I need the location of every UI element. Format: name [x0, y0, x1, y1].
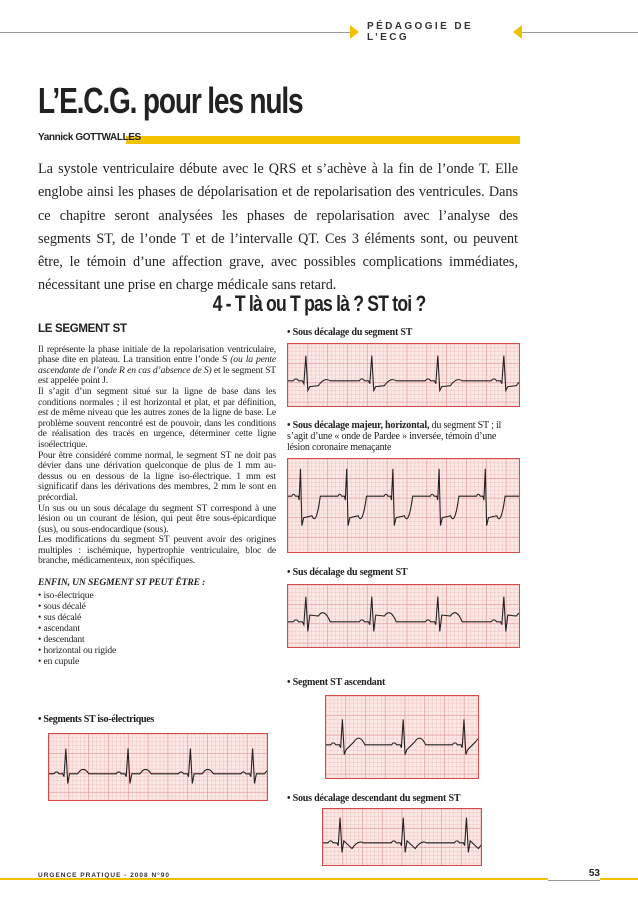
caption-sous-majeur-bold: • Sous décalage majeur, horizontal,: [287, 420, 430, 431]
article-author: Yannick GOTTWALLES: [38, 132, 141, 143]
ecg-strip-pardee: [287, 458, 520, 553]
ecg-trace-pardee: [288, 459, 519, 552]
page-number-box: [548, 863, 600, 881]
caption-sous-decalage-text: • Sous décalage du segment ST: [287, 327, 413, 338]
caption-sus-decalage-text: • Sus décalage du segment ST: [287, 567, 408, 578]
paragraph-definition-c: et le segment ST est appelée point J.: [38, 364, 276, 387]
ecg-trace-sous: [288, 344, 519, 406]
author-rule: [126, 136, 520, 144]
caption-iso-electric: • Segments ST iso-électriques: [38, 714, 154, 725]
section-header-label: PÉDAGOGIE DE L’ECG: [367, 21, 474, 43]
triangle-left-icon: [513, 25, 522, 39]
segment-st-heading: LE SEGMENT ST: [38, 323, 127, 335]
paragraph-definition-b: (ou la pente ascendante de l’onde R en cas d’absence de S): [38, 354, 277, 376]
ecg-trace-ascendant: [326, 696, 478, 778]
article-title: L’E.C.G. pour les nuls: [38, 80, 303, 121]
caption-descendant-text: • Sous décalage descendant du segment ST: [287, 793, 461, 804]
caption-sous-decalage: [287, 327, 519, 338]
caption-sus-decalage: [287, 567, 519, 578]
footer-journal: URGENCE PRATIQUE - 2008 N°90: [38, 872, 170, 879]
list-item: • sous décalé: [38, 600, 86, 612]
ecg-grid-background: [288, 459, 519, 552]
section-header: [350, 21, 522, 43]
ecg-grid-background: [49, 734, 267, 800]
list-item: • en cupule: [38, 655, 80, 667]
caption-sous-majeur: [287, 420, 519, 453]
section-title-text: 4 - T là ou T pas là ? ST toi ?: [212, 291, 426, 316]
triangle-right-icon: [350, 25, 359, 39]
ecg-strip-ascendant: [325, 695, 479, 779]
paragraph-normal: Pour être considéré comme normal, le segment ST ne doit pas dévier dans une dérivation quelconque de plus de 1 mm au-dessus ou en dessous de la ligne iso-électrique. 1 mm est significatif dans les dérivations des membres, 2 mm le sont en précordial.: [38, 449, 276, 503]
list-item: • iso-électrique: [38, 589, 94, 601]
ecg-trace-descendant: [323, 809, 481, 865]
caption-sous-majeur-rest: du segment ST ; il s’agit d’une « onde de Pardee » inversée, témoin d’une lésion coronaire menaçante: [287, 420, 502, 453]
left-column: [38, 324, 276, 667]
paragraph-definition: [38, 345, 276, 387]
list-item: • horizontal ou rigide: [38, 644, 117, 656]
paragraph-lesion: Un sus ou un sous décalage du segment ST correspond à une lésion ou un courant de lésion, qui peut être sous-épicardique (sus), ou sous-endocardique (sous).: [38, 502, 276, 535]
list-item: • ascendant: [38, 622, 80, 634]
list-item: • sus décalé: [38, 611, 82, 623]
enfin-heading: ENFIN, UN SEGMENT ST PEUT ÊTRE :: [38, 577, 206, 589]
ecg-strip-descendant: [322, 808, 482, 866]
caption-descendant: [287, 793, 519, 804]
header-rule: [0, 32, 638, 33]
paragraph-origins: Les modifications du segment ST peuvent avoir des origines multiples : ischémique, hypertrophie ventriculaire, bloc de branche, médicamenteux, non spécifiques.: [38, 534, 276, 567]
page-number: 53: [588, 868, 600, 879]
ecg-trace-sus: [288, 585, 519, 647]
caption-ascendant-text: • Segment ST ascendant: [287, 677, 386, 688]
paragraph-definition-a: Il représente la phase initiale de la repolarisation ventriculaire, phase dite en plateau. La transition entre l’onde S: [38, 343, 276, 366]
st-types-list: [38, 590, 276, 667]
section-title: [0, 291, 638, 317]
article-intro: La systole ventriculaire débute avec le QRS et s’achève à la fin de l’onde T. Elle englobe ainsi les phases de dépolarisation et de repolarisation des ventricules. Dans ce chapitre seront analysées les phases de repolarisation avec l’analyse des segments ST, de l’onde T et de l’intervalle QT. Ces 3 éléments sont, ou peuvent être, le témoin d’une affection grave, avec possibles complications immédiates, nécessitant une prise en charge médicale sans retard.: [38, 161, 518, 294]
ecg-strip-sous: [287, 343, 520, 407]
ecg-trace-iso: [49, 734, 267, 800]
paragraph-baseline: Il s’agit d’un segment situé sur la ligne de base dans les conditions normales ; il est horizontal et plat, et par définition, est de même niveau que les autres zones de la ligne de base. Le problème souvent rencontré est de pouvoir, dans les conditions de réalisation des tracés en urgence, déterminer cette ligne isoélectrique.: [38, 385, 276, 450]
caption-ascendant: [287, 677, 519, 688]
ecg-strip-iso: [48, 733, 268, 801]
list-item: • descendant: [38, 633, 85, 645]
ecg-strip-sus: [287, 584, 520, 648]
